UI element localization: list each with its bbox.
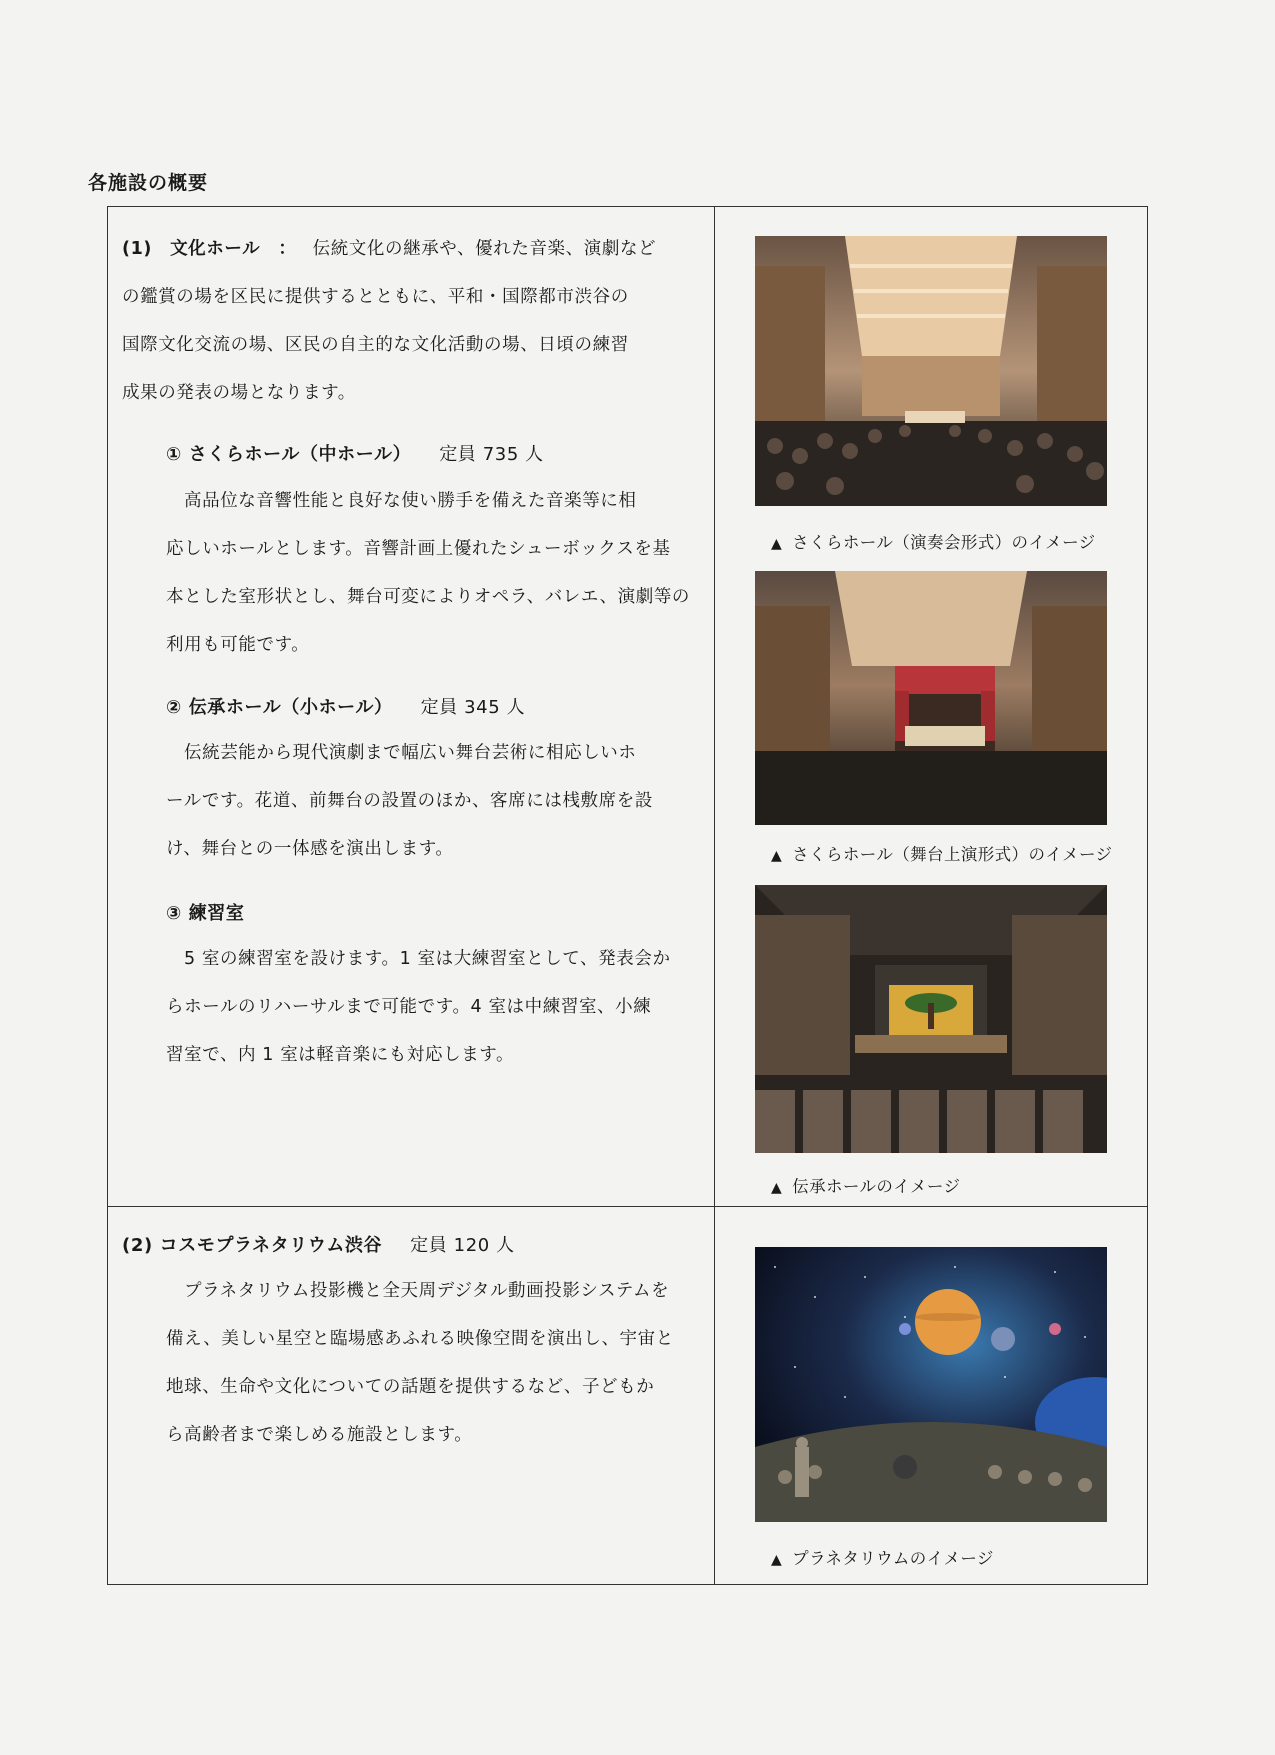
sakura-concert-caption <box>771 529 1096 553</box>
page-title: 各施設の概要 <box>88 172 209 194</box>
practice-room-heading <box>166 899 245 925</box>
sakura-hall-heading <box>166 440 544 466</box>
triangle-up-icon: ▲ <box>771 848 783 864</box>
practice-room-line: 習室で、内 1 室は軽音楽にも対応します。 <box>166 1045 515 1065</box>
caption-text: さくらホール（舞台上演形式）のイメージ <box>792 845 1113 864</box>
caption-text: 伝承ホールのイメージ <box>792 1177 961 1196</box>
planetarium-capacity: 定員 120 人 <box>410 1235 515 1256</box>
densho-hall-line: 伝統芸能から現代演劇まで幅広い舞台芸術に相応しいホ <box>184 743 637 763</box>
practice-room-line: 5 室の練習室を設けます。1 室は大練習室として、発表会か <box>184 949 671 969</box>
planetarium-line: ら高齢者まで楽しめる施設とします。 <box>166 1425 473 1445</box>
densho-hall-line: ールです。花道、前舞台の設置のほか、客席には桟敷席を設 <box>166 791 653 811</box>
planetarium-line: 地球、生命や文化についての話題を提供するなど、子どもか <box>166 1377 655 1397</box>
facility-table <box>107 206 1148 1585</box>
planetarium-description <box>166 1267 711 1459</box>
section2-text-cell <box>108 1207 715 1584</box>
section1-intro-line: 国際文化交流の場、区民の自主的な文化活動の場、日頃の練習 <box>122 335 629 355</box>
section1-intro <box>122 225 707 417</box>
section1-intro-line <box>122 225 707 273</box>
section1-intro-line: の鑑賞の場を区民に提供するとともに、平和・国際都市渋谷の <box>122 287 629 307</box>
sakura-hall-description <box>166 477 711 669</box>
densho-hall-image <box>755 885 1107 1153</box>
section1-intro-line: 成果の発表の場となります。 <box>122 383 356 403</box>
section1-image-cell <box>715 207 1147 1207</box>
densho-hall-heading <box>166 693 525 719</box>
caption-text: プラネタリウムのイメージ <box>792 1549 994 1568</box>
densho-hall-description <box>166 729 711 873</box>
sakura-hall-capacity: 定員 735 人 <box>439 444 544 465</box>
sakura-hall-line: 応しいホールとします。音響計画上優れたシューボックスを基 <box>166 539 671 559</box>
densho-hall-line: け、舞台との一体感を演出します。 <box>166 839 454 859</box>
densho-hall-capacity: 定員 345 人 <box>420 697 526 718</box>
section1-text-cell <box>108 207 715 1207</box>
sakura-hall-title: ① さくらホール（中ホール） <box>166 444 412 465</box>
caption-text: さくらホール（演奏会形式）のイメージ <box>792 533 1096 552</box>
practice-room-title: ③ 練習室 <box>166 903 245 924</box>
densho-caption <box>771 1173 960 1197</box>
practice-room-line: らホールのリハーサルまで可能です。4 室は中練習室、小練 <box>166 997 652 1017</box>
practice-room-description <box>166 935 711 1079</box>
sakura-hall-line: 本とした室形状とし、舞台可変によりオペラ、バレエ、演劇等の <box>166 587 691 607</box>
triangle-up-icon: ▲ <box>771 1552 783 1568</box>
sakura-hall-line: 高品位な音響性能と良好な使い勝手を備えた音楽等に相 <box>184 491 637 511</box>
densho-hall-title: ② 伝承ホール（小ホール） <box>166 697 393 718</box>
triangle-up-icon: ▲ <box>771 1180 783 1196</box>
section1-intro-text: 伝統文化の継承や、優れた音楽、演劇など <box>312 239 657 259</box>
planetarium-caption <box>771 1545 994 1569</box>
planetarium-title: (2) コスモプラネタリウム渋谷 <box>122 1235 383 1256</box>
triangle-up-icon: ▲ <box>771 536 783 552</box>
section1-heading: (1) 文化ホール ： <box>122 239 297 259</box>
planetarium-line: プラネタリウム投影機と全天周デジタル動画投影システムを <box>184 1281 670 1301</box>
planetarium-line: 備え、美しい星空と臨場感あふれる映像空間を演出し、宇宙と <box>166 1329 674 1349</box>
planetarium-image <box>755 1247 1107 1522</box>
sakura-hall-stage-image <box>755 571 1107 825</box>
sakura-hall-line: 利用も可能です。 <box>166 635 310 655</box>
section2-image-cell <box>715 1207 1147 1584</box>
sakura-hall-concert-image <box>755 236 1107 506</box>
planetarium-heading <box>122 1231 515 1257</box>
sakura-stage-caption <box>771 841 1112 865</box>
